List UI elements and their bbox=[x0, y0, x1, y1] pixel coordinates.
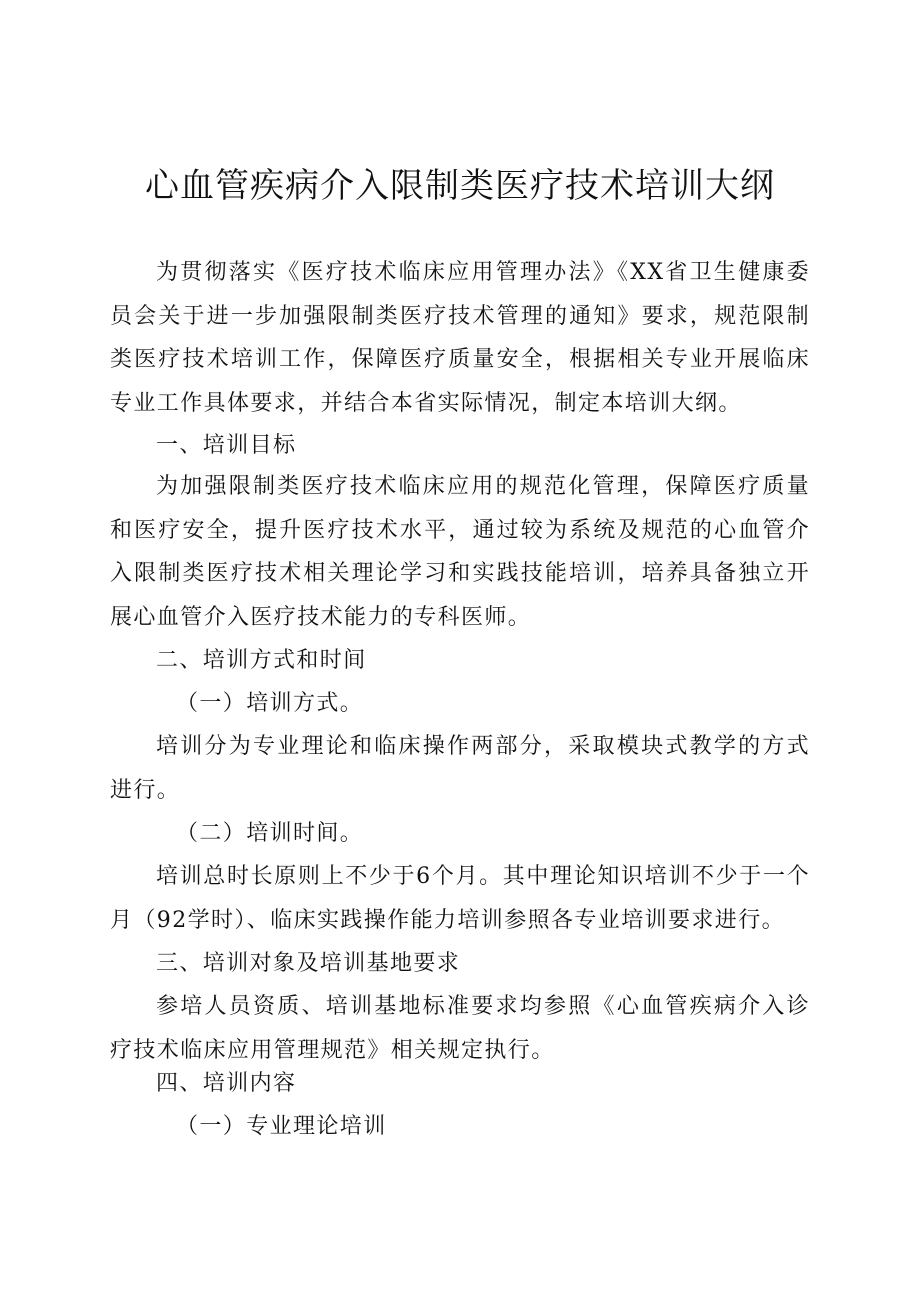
section2-sub2-paragraph bbox=[110, 855, 810, 942]
intro-paragraph bbox=[110, 251, 810, 425]
section2-sub2-heading: （二）培训时间。 bbox=[176, 821, 364, 846]
section4-sub1-heading: （一）专业理论培训 bbox=[176, 1114, 387, 1139]
section2-sub2-block bbox=[110, 812, 810, 856]
section1-heading-block bbox=[110, 424, 810, 468]
section4-heading-block bbox=[110, 1062, 810, 1106]
intro-text: 为贯彻落实《医疗技术临床应用管理办法》《XX省卫生健康委员会关于进一步加强限制类医疗技术管理的通知》要求，规范限制类医疗技术培训工作，保障医疗质量安全，根据相关专业开展临床专业工作具体要求，并结合本省实际情况，制定本培训大纲。 bbox=[110, 260, 810, 416]
section2-sub1-heading: （一）培训方式。 bbox=[176, 691, 364, 716]
section2-sub1-paragraph bbox=[110, 725, 810, 812]
document-title: 心血管疾病介入限制类医疗技术培训大纲 bbox=[145, 166, 775, 206]
section2-heading: 二、培训方式和时间 bbox=[156, 648, 367, 673]
section3-paragraph bbox=[110, 985, 810, 1072]
section1-paragraph bbox=[110, 465, 810, 639]
section1-heading: 一、培训目标 bbox=[156, 433, 297, 458]
section4-sub1-block bbox=[110, 1105, 810, 1149]
section3-text: 参培人员资质、培训基地标准要求均参照《心血管疾病介入诊疗技术临床应用管理规范》相关规定执行。 bbox=[110, 994, 810, 1063]
section1-text: 为加强限制类医疗技术临床应用的规范化管理，保障医疗质量和医疗安全，提升医疗技术水平，通过较为系统及规范的心血管介入限制类医疗技术相关理论学习和实践技能培训，培养具备独立开展心血管介入医疗技术能力的专科医师。 bbox=[110, 474, 810, 630]
section2-sub1-block bbox=[110, 682, 810, 726]
section4-heading: 四、培训内容 bbox=[156, 1071, 297, 1096]
section2-heading-block bbox=[110, 639, 810, 683]
section2-sub2-text: 培训总时长原则上不少于6个月。其中理论知识培训不少于一个月（92学时）、临床实践操作能力培训参照各专业培训要求进行。 bbox=[110, 864, 810, 933]
section2-sub1-text: 培训分为专业理论和临床操作两部分，采取模块式教学的方式进行。 bbox=[110, 734, 810, 803]
section3-heading: 三、培训对象及培训基地要求 bbox=[156, 951, 461, 976]
section3-heading-block bbox=[110, 942, 810, 986]
